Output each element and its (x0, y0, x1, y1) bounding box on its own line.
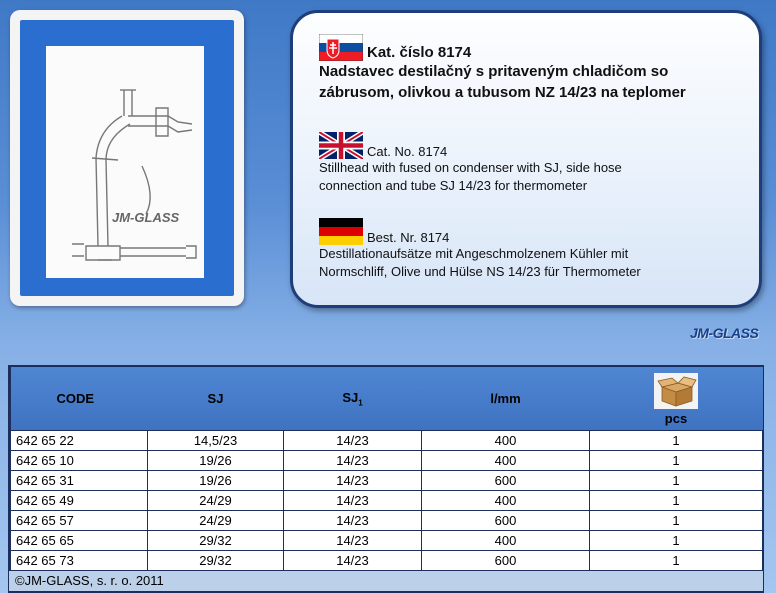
description-de-line: Destillationaufsätze mit Angeschmolzenem Kühler mit (319, 246, 629, 261)
cell-pcs: 1 (590, 451, 763, 471)
cell-sj1: 14/23 (284, 531, 422, 551)
table-row (11, 511, 763, 531)
cell-sj: 29/32 (148, 551, 284, 571)
cell-sj: 19/26 (148, 451, 284, 471)
cell-pcs: 1 (590, 471, 763, 491)
cell-sj: 29/32 (148, 531, 284, 551)
cell-length: 400 (422, 531, 590, 551)
cell-pcs: 1 (590, 511, 763, 531)
header-pcs (590, 367, 763, 431)
header-sj1-main: SJ (342, 389, 359, 405)
description-sk-line: Nadstavec destilačný s pritaveným chladičom so (319, 63, 669, 80)
company-logo: JM-GLASS (690, 325, 759, 341)
description-en (319, 159, 622, 195)
cell-code: 642 65 73 (11, 551, 148, 571)
description-sk-line: zábrusom, olivkou a tubusom NZ 14/23 na teplomer (319, 84, 686, 101)
product-sketch (46, 46, 204, 278)
description-de (319, 245, 641, 281)
table-row (11, 431, 763, 451)
description-sk (319, 61, 686, 103)
stillhead-drawing-icon (46, 46, 204, 278)
cell-sj1: 14/23 (284, 471, 422, 491)
header-sj1-sub: 1 (358, 398, 363, 408)
header-code: CODE (11, 367, 148, 431)
description-en-line: Stillhead with fused on condenser with SJ, side hose (319, 160, 622, 175)
table-row (11, 451, 763, 471)
cell-length: 600 (422, 511, 590, 531)
cell-length: 400 (422, 431, 590, 451)
cell-sj: 24/29 (148, 511, 284, 531)
product-info-panel (290, 10, 762, 308)
description-en-line: connection and tube SJ 14/23 for thermometer (319, 178, 588, 193)
cell-code: 642 65 65 (11, 531, 148, 551)
table-row (11, 551, 763, 571)
cell-length: 600 (422, 551, 590, 571)
cell-code: 642 65 49 (11, 491, 148, 511)
germany-flag-icon (319, 218, 363, 245)
slovakia-flag-icon (319, 34, 363, 61)
cell-sj1: 14/23 (284, 551, 422, 571)
header-pcs-label: pcs (664, 411, 688, 426)
description-de-line: Normschliff, Olive und Hülse NS 14/23 für Thermometer (319, 264, 641, 279)
cell-sj: 19/26 (148, 471, 284, 491)
cell-code: 642 65 57 (11, 511, 148, 531)
catalog-number-sk: Kat. číslo 8174 (367, 44, 472, 61)
header-sj: SJ (148, 367, 284, 431)
cell-sj1: 14/23 (284, 451, 422, 471)
cell-sj1: 14/23 (284, 511, 422, 531)
table-row (11, 531, 763, 551)
cell-code: 642 65 22 (11, 431, 148, 451)
cell-code: 642 65 31 (11, 471, 148, 491)
cell-length: 600 (422, 471, 590, 491)
cell-sj: 14,5/23 (148, 431, 284, 451)
cell-code: 642 65 10 (11, 451, 148, 471)
uk-flag-icon (319, 132, 363, 159)
catalog-number-en: Cat. No. 8174 (367, 144, 448, 159)
cell-length: 400 (422, 451, 590, 471)
catalog-number-de: Best. Nr. 8174 (367, 230, 450, 245)
english-description (319, 129, 622, 195)
cell-pcs: 1 (590, 551, 763, 571)
table-row (11, 471, 763, 491)
cell-pcs: 1 (590, 531, 763, 551)
cell-sj1: 14/23 (284, 491, 422, 511)
sketch-logo-text: JM-GLASS (112, 210, 180, 225)
table-header-row (11, 367, 763, 431)
slovak-description (319, 31, 686, 103)
table-row (11, 491, 763, 511)
copyright-footer: ©JM-GLASS, s. r. o. 2011 (8, 570, 764, 592)
cell-length: 400 (422, 491, 590, 511)
german-description (319, 215, 641, 281)
cell-pcs: 1 (590, 431, 763, 451)
product-image-frame (10, 10, 244, 306)
header-length: l/mm (422, 367, 590, 431)
header-sj1 (284, 367, 422, 431)
product-table (8, 365, 764, 593)
cell-sj1: 14/23 (284, 431, 422, 451)
cell-pcs: 1 (590, 491, 763, 511)
cell-sj: 24/29 (148, 491, 284, 511)
cardboard-box-icon (654, 373, 698, 409)
